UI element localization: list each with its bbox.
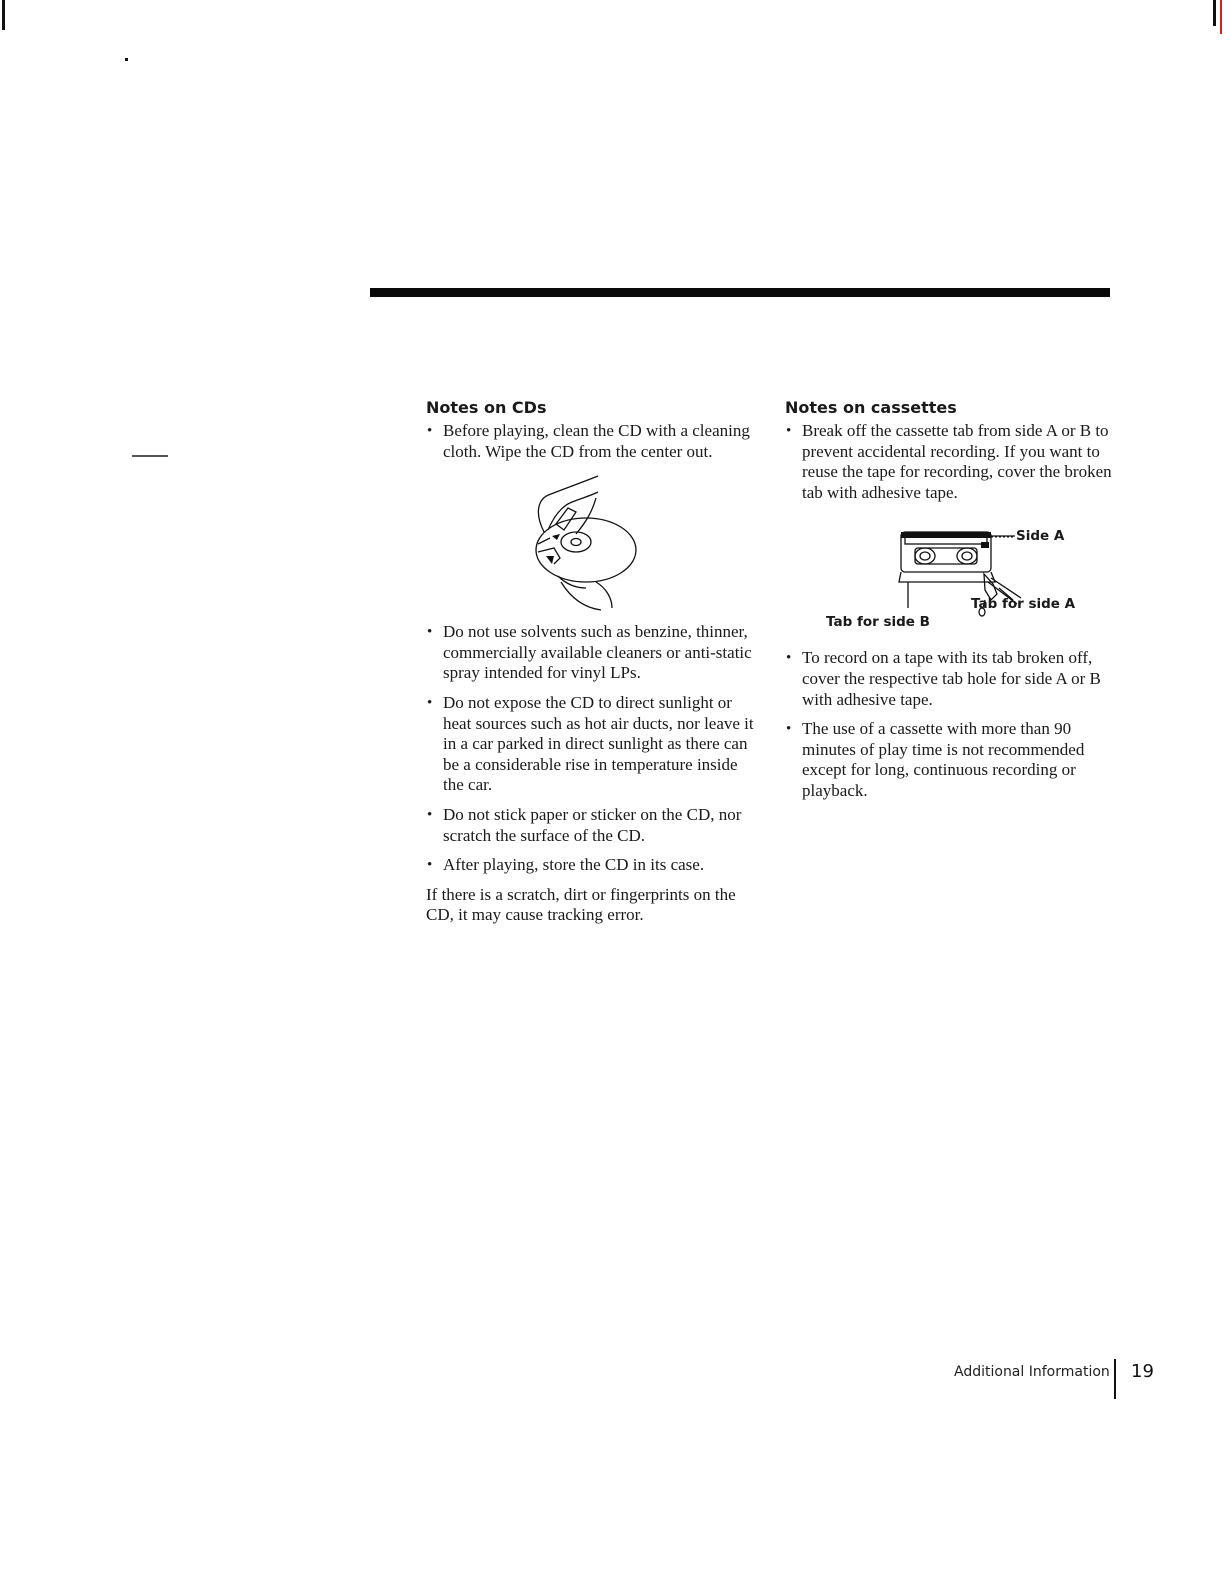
cassette-notes-list-top — [785, 421, 1115, 503]
scan-edge-mark-right-red — [1220, 0, 1222, 34]
label-side-a: Side A — [1016, 528, 1065, 545]
cassette-notes-column — [785, 398, 1115, 811]
list-item: • Do not expose the CD to direct sunlight or heat sources such as hot air ducts, nor leave it in a car parked in direct sunlight as there can be a considerable rise in temperature inside the car. — [427, 692, 754, 795]
cassette-tab-illustration — [785, 512, 1115, 640]
bullet-icon: • — [786, 423, 792, 439]
scan-edge-mark-left — [2, 0, 5, 30]
cd-cleaning-illustration — [426, 472, 756, 612]
list-item: • Break off the cassette tab from side A or B to prevent accidental recording. If you want to reuse the tape for recording, cover the broken tab with adhesive tape. — [786, 421, 1112, 502]
cd-closing-note: If there is a scratch, dirt or fingerprints on the CD, it may cause tracking error. — [426, 884, 736, 925]
cd-disc-hole — [561, 532, 591, 552]
cassette-notes-list-bottom — [785, 648, 1115, 801]
label-tab-for-side-a: Tab for side A — [971, 596, 1076, 613]
page-number: 19 — [1131, 1361, 1154, 1382]
bullet-icon: • — [427, 423, 433, 439]
cassette-reel-left — [915, 548, 935, 564]
bullet-icon: • — [786, 721, 792, 738]
bullet-icon: • — [427, 624, 433, 641]
scan-speck — [132, 455, 168, 457]
label-tab-for-side-b: Tab for side B — [826, 614, 930, 631]
cassette-notes-heading: Notes on cassettes — [785, 398, 957, 417]
scan-edge-mark-right — [1213, 0, 1216, 26]
section-rule — [370, 288, 1110, 297]
list-item: • Do not stick paper or sticker on the CD, nor scratch the surface of the CD. — [427, 804, 742, 845]
footer-divider — [1114, 1359, 1116, 1399]
bullet-icon: • — [427, 694, 433, 711]
bullet-icon: • — [786, 650, 792, 667]
hand-lower-outline — [561, 582, 601, 610]
bullet-icon: • — [427, 806, 433, 823]
cd-cleaning-drawing — [426, 472, 756, 612]
list-item: • To record on a tape with its tab broken off, cover the respective tab hole for side A or B with adhesive tape. — [786, 648, 1101, 709]
list-item: • Before playing, clean the CD with a cleaning cloth. Wipe the CD from the center out. — [427, 421, 750, 461]
list-item: • After playing, store the CD in its case. — [427, 855, 705, 875]
cd-notes-list-bottom — [426, 622, 756, 876]
footer-section-title: Additional Information — [954, 1364, 1110, 1380]
list-item: • The use of a cassette with more than 90 minutes of play time is not recommended except for long, continuous recording or playback. — [786, 719, 1085, 800]
cd-notes-list-top — [426, 421, 756, 462]
cd-notes-heading: Notes on CDs — [426, 398, 547, 417]
scan-speck — [125, 58, 128, 61]
bullet-icon: • — [427, 857, 433, 874]
cassette-reel-right — [957, 548, 977, 564]
list-item: • Do not use solvents such as benzine, thinner, commercially available cleaners or anti-static spray intended for vinyl LPs. — [427, 622, 752, 683]
cd-notes-column — [426, 398, 756, 926]
